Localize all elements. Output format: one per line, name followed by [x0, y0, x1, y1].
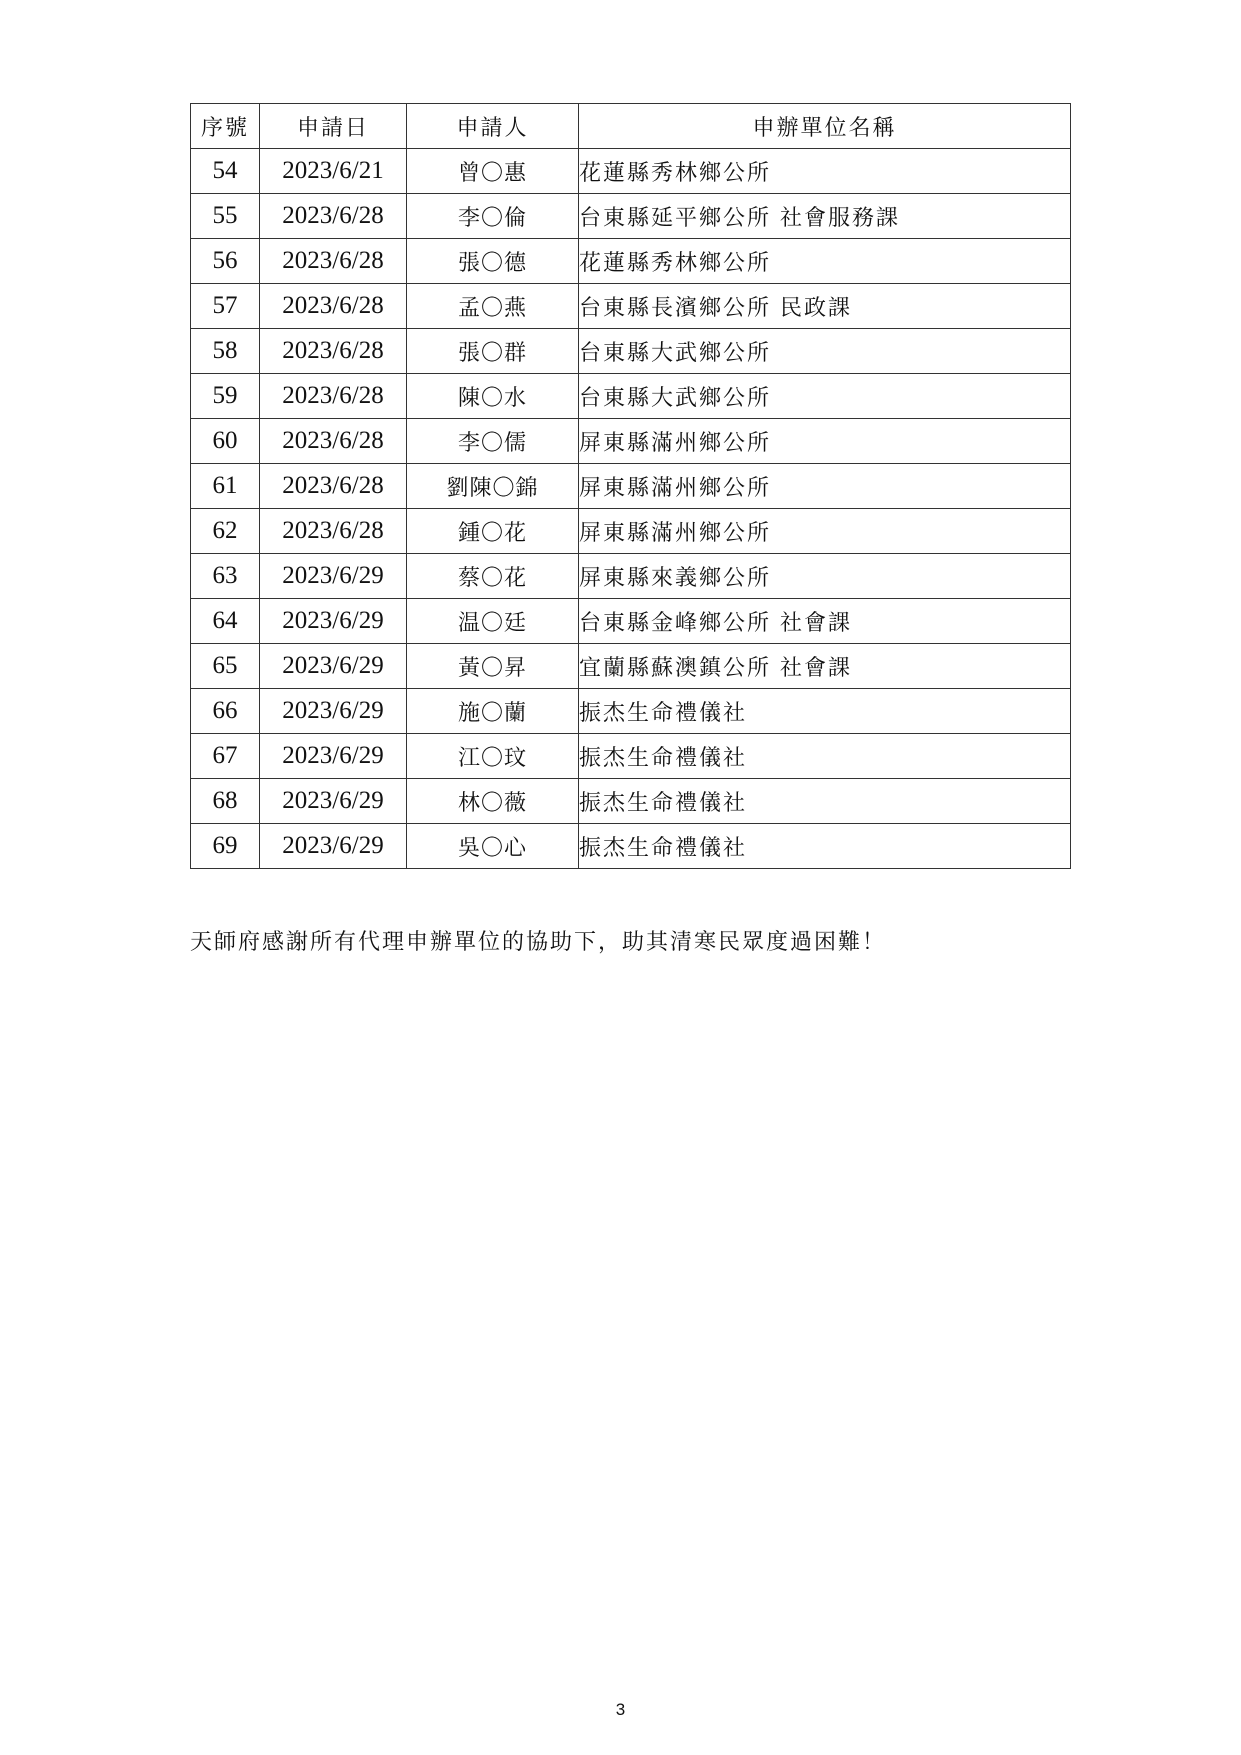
application-date-cell: 2023/6/28 — [260, 239, 407, 284]
table-row — [191, 644, 1071, 689]
applicant-name-cell: 江〇玟 — [407, 734, 579, 779]
table-row — [191, 149, 1071, 194]
application-date-cell: 2023/6/28 — [260, 284, 407, 329]
serial-number-cell: 68 — [191, 779, 260, 824]
agency-name-cell: 屏東縣滿州鄉公所 — [579, 419, 1071, 464]
application-date-cell: 2023/6/29 — [260, 554, 407, 599]
header-application-date: 申請日 — [260, 104, 407, 149]
serial-number-cell: 62 — [191, 509, 260, 554]
agency-name-cell: 宜蘭縣蘇澳鎮公所 社會課 — [579, 644, 1071, 689]
header-applicant: 申請人 — [407, 104, 579, 149]
application-date-cell: 2023/6/28 — [260, 419, 407, 464]
application-date-cell: 2023/6/21 — [260, 149, 407, 194]
serial-number-cell: 57 — [191, 284, 260, 329]
serial-number-cell: 67 — [191, 734, 260, 779]
applicant-name-cell: 李〇倫 — [407, 194, 579, 239]
applicant-name-cell: 張〇德 — [407, 239, 579, 284]
application-date-cell: 2023/6/29 — [260, 824, 407, 869]
table-row — [191, 284, 1071, 329]
table-row — [191, 779, 1071, 824]
application-date-cell: 2023/6/28 — [260, 374, 407, 419]
applicant-table — [190, 103, 1071, 869]
serial-number-cell: 58 — [191, 329, 260, 374]
serial-number-cell: 69 — [191, 824, 260, 869]
serial-number-cell: 59 — [191, 374, 260, 419]
application-date-cell: 2023/6/28 — [260, 194, 407, 239]
applicant-name-cell: 孟〇燕 — [407, 284, 579, 329]
agency-name-cell: 台東縣長濱鄉公所 民政課 — [579, 284, 1071, 329]
application-date-cell: 2023/6/28 — [260, 509, 407, 554]
table-row — [191, 239, 1071, 284]
agency-name-cell: 振杰生命禮儀社 — [579, 689, 1071, 734]
agency-name-cell: 屏東縣滿州鄉公所 — [579, 509, 1071, 554]
table-row — [191, 734, 1071, 779]
application-date-cell: 2023/6/28 — [260, 464, 407, 509]
serial-number-cell: 55 — [191, 194, 260, 239]
serial-number-cell: 65 — [191, 644, 260, 689]
agency-name-cell: 台東縣金峰鄉公所 社會課 — [579, 599, 1071, 644]
applicant-name-cell: 黃〇昇 — [407, 644, 579, 689]
application-date-cell: 2023/6/28 — [260, 329, 407, 374]
applicant-name-cell: 蔡〇花 — [407, 554, 579, 599]
table-row — [191, 419, 1071, 464]
applicant-name-cell: 林〇薇 — [407, 779, 579, 824]
applicant-name-cell: 施〇蘭 — [407, 689, 579, 734]
table-body — [191, 149, 1071, 869]
applicant-table-container — [190, 103, 1070, 869]
thank-you-note: 天師府感謝所有代理申辦單位的協助下，助其清寒民眾度過困難！ — [190, 930, 887, 955]
application-date-cell: 2023/6/29 — [260, 599, 407, 644]
header-agency-name: 申辦單位名稱 — [579, 104, 1071, 149]
applicant-name-cell: 劉陳〇錦 — [407, 464, 579, 509]
application-date-cell: 2023/6/29 — [260, 734, 407, 779]
serial-number-cell: 66 — [191, 689, 260, 734]
agency-name-cell: 台東縣大武鄉公所 — [579, 374, 1071, 419]
application-date-cell: 2023/6/29 — [260, 779, 407, 824]
table-row — [191, 824, 1071, 869]
applicant-name-cell: 張〇群 — [407, 329, 579, 374]
table-row — [191, 374, 1071, 419]
agency-name-cell: 振杰生命禮儀社 — [579, 779, 1071, 824]
table-row — [191, 689, 1071, 734]
table-row — [191, 599, 1071, 644]
serial-number-cell: 64 — [191, 599, 260, 644]
application-date-cell: 2023/6/29 — [260, 644, 407, 689]
table-row — [191, 464, 1071, 509]
header-serial-number: 序號 — [191, 104, 260, 149]
serial-number-cell: 61 — [191, 464, 260, 509]
table-row — [191, 554, 1071, 599]
applicant-name-cell: 曾〇惠 — [407, 149, 579, 194]
applicant-name-cell: 吳〇心 — [407, 824, 579, 869]
serial-number-cell: 54 — [191, 149, 260, 194]
agency-name-cell: 台東縣延平鄉公所 社會服務課 — [579, 194, 1071, 239]
table-row — [191, 329, 1071, 374]
agency-name-cell: 花蓮縣秀林鄉公所 — [579, 149, 1071, 194]
table-row — [191, 194, 1071, 239]
agency-name-cell: 振杰生命禮儀社 — [579, 734, 1071, 779]
serial-number-cell: 60 — [191, 419, 260, 464]
page-number: 3 — [615, 1700, 626, 1719]
agency-name-cell: 屏東縣滿州鄉公所 — [579, 464, 1071, 509]
application-date-cell: 2023/6/29 — [260, 689, 407, 734]
applicant-name-cell: 陳〇水 — [407, 374, 579, 419]
agency-name-cell: 振杰生命禮儀社 — [579, 824, 1071, 869]
table-row — [191, 509, 1071, 554]
agency-name-cell: 花蓮縣秀林鄉公所 — [579, 239, 1071, 284]
agency-name-cell: 台東縣大武鄉公所 — [579, 329, 1071, 374]
applicant-name-cell: 温〇廷 — [407, 599, 579, 644]
serial-number-cell: 56 — [191, 239, 260, 284]
applicant-name-cell: 李〇儒 — [407, 419, 579, 464]
agency-name-cell: 屏東縣來義鄉公所 — [579, 554, 1071, 599]
table-header-row — [191, 104, 1071, 149]
applicant-name-cell: 鍾〇花 — [407, 509, 579, 554]
serial-number-cell: 63 — [191, 554, 260, 599]
